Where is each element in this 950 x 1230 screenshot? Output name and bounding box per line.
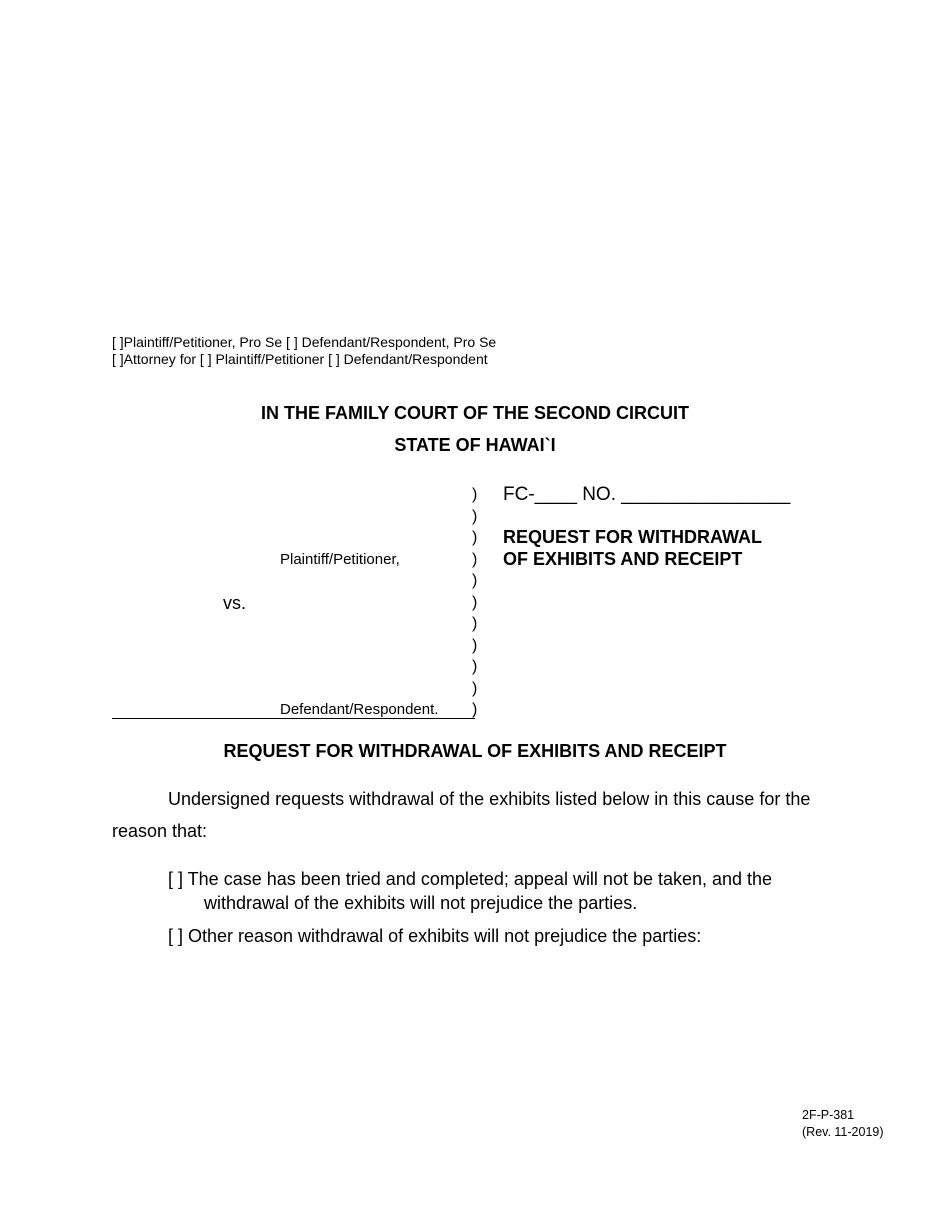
body-heading: REQUEST FOR WITHDRAWAL OF EXHIBITS AND RECEIPT	[223, 741, 727, 761]
form-revision: (Rev. 11-2019)	[802, 1125, 884, 1139]
defendant-label: Defendant/Respondent.	[280, 701, 439, 718]
caption-paren: )	[472, 486, 478, 503]
caption-paren: )	[472, 594, 478, 611]
caption-paren: )	[472, 551, 478, 568]
case-number-field: FC-____ NO. ________________	[503, 484, 791, 505]
caption-paren: )	[472, 637, 478, 654]
form-number: 2F-P-381	[802, 1108, 855, 1122]
court-name: IN THE FAMILY COURT OF THE SECOND CIRCUIT	[260, 403, 690, 423]
option-other-reason: [ ] Other reason withdrawal of exhibits will not prejudice the parties:	[168, 926, 702, 946]
court-state: STATE OF HAWAI`I	[394, 435, 556, 455]
option-checkbox-line2: withdrawal of the exhibits will not prejudice the parties.	[204, 893, 638, 913]
vs-label: vs.	[223, 593, 247, 613]
caption-underline	[112, 718, 475, 719]
attorney-status-line: [ ]Attorney for [ ] Plaintiff/Petitioner [ ] Defendant/Respondent	[112, 351, 488, 367]
document-title-line2: OF EXHIBITS AND RECEIPT	[503, 549, 743, 569]
plaintiff-label: Plaintiff/Petitioner,	[280, 551, 400, 568]
caption-paren: )	[472, 529, 478, 546]
caption-paren: )	[472, 658, 478, 675]
intro-text-line1: Undersigned requests withdrawal of the exhibits listed below in this cause for the	[168, 789, 811, 809]
option-checkbox-line1: [ ] The case has been tried and completed; appeal will not be taken, and the	[168, 869, 773, 889]
caption-paren: )	[472, 701, 478, 718]
document-title-line1: REQUEST FOR WITHDRAWAL	[503, 527, 762, 547]
caption-paren: )	[472, 615, 478, 632]
intro-text-line2: reason that:	[112, 821, 208, 841]
caption-paren: )	[472, 572, 478, 589]
caption-paren: )	[472, 508, 478, 525]
caption-paren: )	[472, 680, 478, 697]
party-status-line: [ ]Plaintiff/Petitioner, Pro Se [ ] Defendant/Respondent, Pro Se	[112, 334, 497, 350]
